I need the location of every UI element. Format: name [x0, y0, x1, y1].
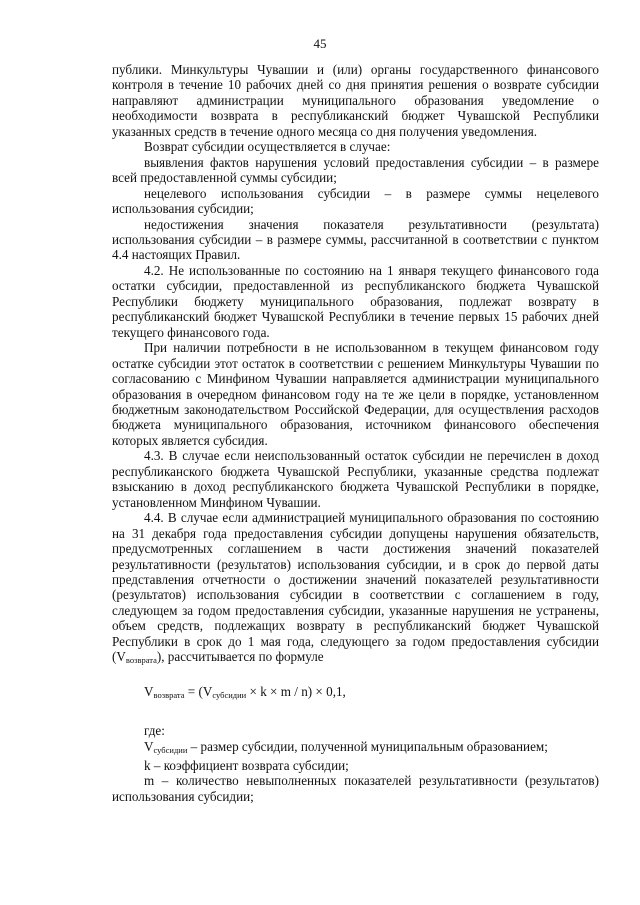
paragraph-4-2: 4.2. Не использованные по состоянию на 1 января текущего финансового года остатки субсидии, предоставленной из республиканского бюджета Чувашской Республики бюджету муниципального образования, подлежат возврату в республиканский бюджет Чувашской Республики в течение первых 15 рабочих дней текущего финансового года. — [112, 262, 599, 340]
return-formula — [144, 684, 599, 703]
paragraph-4-4-end: ), рассчитывается по формуле — [156, 649, 324, 665]
formula-eq: = (V — [184, 683, 213, 699]
paragraph-case-misuse: нецелевого использования субсидии – в размере суммы нецелевого использования субсидии; — [112, 185, 599, 217]
formula-sub-subsidy: субсидии — [212, 689, 247, 700]
paragraph-continuation: публики. Минкультуры Чувашии и (или) органы государственного финансового контроля в течение 10 рабочих дней со дня принятия решения о возврате субсидии направляют администрации муниципального образования уведомление о необходимости возврата в республиканский бюджет Чувашской Республики указанных средств в течение одного месяца со дня получения уведомления. — [112, 62, 599, 139]
formula-rest: × k × m / n) × 0,1, — [246, 683, 346, 699]
legend-where: где: — [144, 723, 165, 739]
paragraph-4-3: 4.3. В случае если неиспользованный остаток субсидии не перечислен в доход республиканского бюджета Чувашской Республики, указанные средства подлежат взысканию в доход республиканского бюджета Чувашской Республики в порядке, установленном Минфином Чувашии. — [112, 448, 599, 510]
formula-v: V — [144, 683, 154, 699]
formula-sub-return: возврата — [153, 689, 185, 700]
legend-m: m – количество невыполненных показателей результативности (результатов) использования субсидии; — [112, 773, 599, 804]
paragraph-case-violation: выявления фактов нарушения условий предоставления субсидии – в размере всей предоставленной суммы субсидии; — [112, 154, 599, 186]
legend-v-desc: – размер субсидии, полученной муниципальным образованием; — [187, 738, 548, 754]
paragraph-return-cases: Возврат субсидии осуществляется в случае: — [144, 139, 391, 155]
paragraph-4-4 — [112, 510, 599, 669]
paragraph-4-4-subscript: возврата — [125, 655, 157, 666]
legend-v — [112, 739, 599, 758]
paragraph-case-indicator: недостижения значения показателя результативности (результата) использования субсидии – в размере суммы, рассчитанной в соответствии с пунктом 4.4 настоящих Правил. — [112, 216, 599, 263]
legend-k: k – коэффициент возврата субсидии; — [144, 758, 349, 774]
legend-v-subscript: субсидии — [153, 744, 188, 755]
paragraph-remaining-need: При наличии потребности в не использованном в текущем финансовом году остатке субсидии этот остаток в соответствии с решением Минкультуры Чувашии по согласованию с Минфином Чувашии направляется администрации муниципального образования в очередном финансовом году на те же цели в порядке, установленном бюджетным законодательством Российской Федерации, для осуществления расходов бюджета муниципального образования, источником финансового обеспечения которых является субсидия. — [112, 340, 599, 448]
legend-v-letter: V — [144, 738, 154, 754]
paragraph-4-4-text: 4.4. В случае если администрацией муниципального образования по состоянию на 31 декабря года предоставления субсидии допущены нарушения обязательств, предусмотренных соглашением в части достижения значений показателей результативности (результатов) использования субсидии, и в срок до первой даты представления отчетности о достижении значений показателей результативности (результатов) использования субсидии в соответствии с соглашением в году, следующем за годом предоставления субсидии, указанные нарушения не устранены, объем средств, подлежащих возврату в республиканский бюджет Чувашской Республики в срок до 1 мая года, следующего за годом предоставления субсидии (V — [112, 510, 599, 665]
body-text — [112, 62, 599, 804]
page-number: 45 — [313, 36, 327, 51]
